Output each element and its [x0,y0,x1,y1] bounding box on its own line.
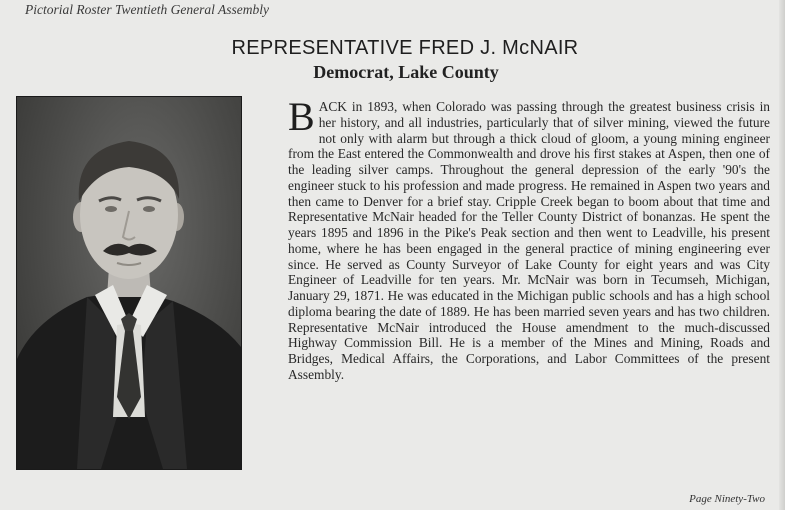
portrait-illustration [17,97,241,469]
dropcap-letter: B [288,94,315,139]
page-subtitle: Democrat, Lake County [313,62,499,82]
portrait-photo [16,96,242,470]
biography-paragraph: ACK in 1893, when Colorado was passing through the greatest business crisis in her history, and all industries, particularly that of silver mining, viewed the future not only with alarm but through a thick cloud of gloom, a young mining engineer from the East entered the Commonwealth and drove his first stakes at Aspen, then one of the leading silver camps. Throughout the general depression of the early '90's the engineer stuck to his profession and made progress. He remained in Aspen two years and then came to Denver for a brief stay. Cripple Creek began to boom about that time and Representative McNair headed for the Teller County District of bonanzas. He spent the years 1895 and 1896 in the Pike's Peak section and then went to Leadville, his present home, where he has been engaged in the general practice of mining engineering ever since. He served as County Surveyor of Lake County for eight years and was City Engineer of Leadville for ten years. Mr. McNair was born in Tecumseh, Michigan, January 29, 1871. He was educated in the Michigan public schools and has a high school diploma bearing the date of 1889. He has been married seven years and has two children. Representative McNair introduced the House amendment to the much-discussed Highway Commission Bill. He is a member of the Mines and Mining, Roads and Bridges, Medical Affairs, the Corporations, and Labor Committees of the present Assembly. [288,99,770,382]
running-header: Pictorial Roster Twentieth General Assembly [25,2,269,17]
biography-text [288,94,770,383]
page-title: REPRESENTATIVE FRED J. McNAIR [231,37,579,59]
page-number: Page Ninety-Two [689,493,765,505]
